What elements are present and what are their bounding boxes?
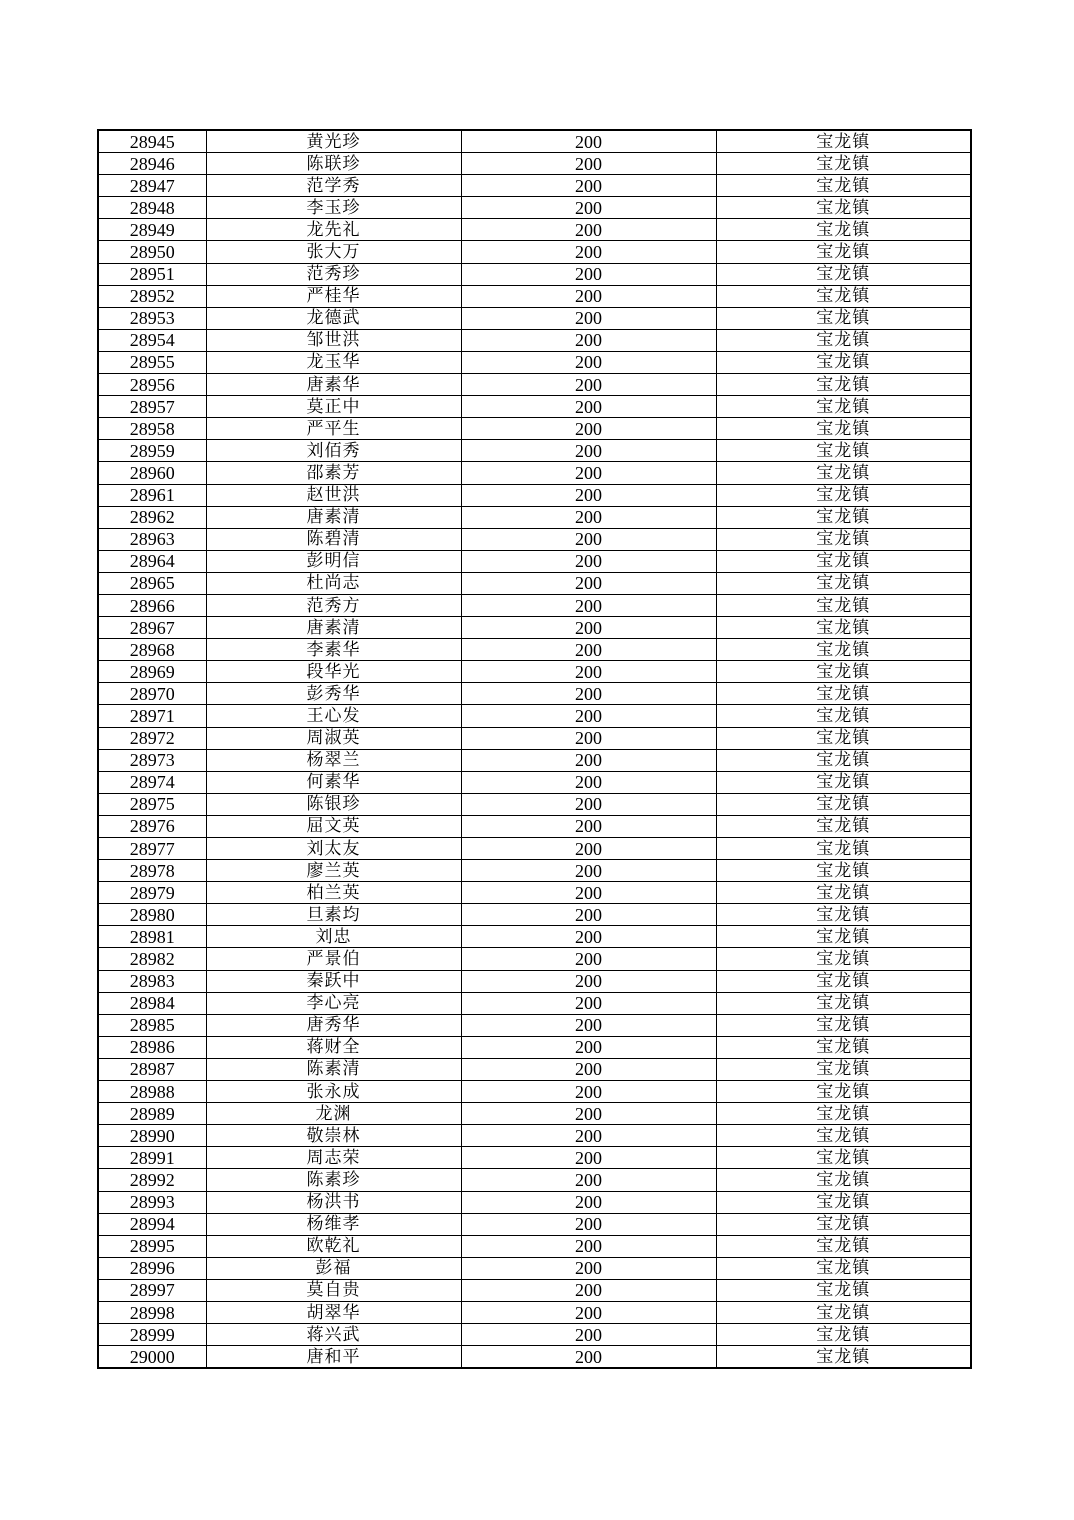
row-number-cell: 28985 [98,1014,206,1036]
town-cell: 宝龙镇 [716,1257,971,1279]
row-number-cell: 28999 [98,1324,206,1346]
row-number-cell: 28952 [98,285,206,307]
name-cell: 范秀方 [206,594,461,616]
name-cell: 李素华 [206,639,461,661]
row-number-cell: 28993 [98,1191,206,1213]
amount-cell: 200 [461,727,716,749]
table-row [98,727,971,749]
amount-cell: 200 [461,1169,716,1191]
name-cell: 王心发 [206,705,461,727]
row-number-cell: 28984 [98,992,206,1014]
name-cell: 何素华 [206,771,461,793]
amount-cell: 200 [461,175,716,197]
row-number-cell: 29000 [98,1346,206,1369]
table-row [98,1324,971,1346]
table-row [98,926,971,948]
table-row [98,241,971,263]
table-row [98,528,971,550]
town-cell: 宝龙镇 [716,1279,971,1301]
name-cell: 李玉珍 [206,197,461,219]
name-cell: 秦跃中 [206,970,461,992]
town-cell: 宝龙镇 [716,926,971,948]
amount-cell: 200 [461,1213,716,1235]
row-number-cell: 28971 [98,705,206,727]
name-cell: 龙先礼 [206,219,461,241]
table-row [98,1169,971,1191]
table-row [98,1147,971,1169]
row-number-cell: 28991 [98,1147,206,1169]
name-cell: 屈文英 [206,815,461,837]
table-row [98,1191,971,1213]
table-row [98,594,971,616]
name-cell: 李心亮 [206,992,461,1014]
amount-cell: 200 [461,860,716,882]
table-row [98,572,971,594]
table-row [98,1081,971,1103]
name-cell: 杜尚志 [206,572,461,594]
amount-cell: 200 [461,793,716,815]
amount-cell: 200 [461,815,716,837]
name-cell: 旦素均 [206,904,461,926]
row-number-cell: 28990 [98,1125,206,1147]
name-cell: 陈联珍 [206,153,461,175]
amount-cell: 200 [461,948,716,970]
name-cell: 严景伯 [206,948,461,970]
name-cell: 蒋财全 [206,1036,461,1058]
row-number-cell: 28982 [98,948,206,970]
name-cell: 陈素清 [206,1058,461,1080]
amount-cell: 200 [461,307,716,329]
roster-table-body [98,130,971,1368]
row-number-cell: 28947 [98,175,206,197]
town-cell: 宝龙镇 [716,1191,971,1213]
name-cell: 唐素华 [206,374,461,396]
table-row [98,329,971,351]
amount-cell: 200 [461,528,716,550]
town-cell: 宝龙镇 [716,484,971,506]
amount-cell: 200 [461,1235,716,1257]
town-cell: 宝龙镇 [716,727,971,749]
amount-cell: 200 [461,992,716,1014]
name-cell: 范学秀 [206,175,461,197]
name-cell: 张永成 [206,1081,461,1103]
table-row [98,307,971,329]
row-number-cell: 28954 [98,329,206,351]
table-row [98,462,971,484]
table-row [98,1125,971,1147]
row-number-cell: 28951 [98,263,206,285]
town-cell: 宝龙镇 [716,1125,971,1147]
name-cell: 赵世洪 [206,484,461,506]
table-row [98,197,971,219]
name-cell: 周志荣 [206,1147,461,1169]
town-cell: 宝龙镇 [716,838,971,860]
table-row [98,396,971,418]
town-cell: 宝龙镇 [716,594,971,616]
table-row [98,771,971,793]
amount-cell: 200 [461,1058,716,1080]
row-number-cell: 28975 [98,793,206,815]
row-number-cell: 28994 [98,1213,206,1235]
row-number-cell: 28978 [98,860,206,882]
table-row [98,1058,971,1080]
table-row [98,661,971,683]
row-number-cell: 28997 [98,1279,206,1301]
town-cell: 宝龙镇 [716,550,971,572]
name-cell: 杨维孝 [206,1213,461,1235]
name-cell: 胡翠华 [206,1301,461,1323]
amount-cell: 200 [461,882,716,904]
table-row [98,351,971,373]
amount-cell: 200 [461,1279,716,1301]
amount-cell: 200 [461,197,716,219]
town-cell: 宝龙镇 [716,528,971,550]
amount-cell: 200 [461,572,716,594]
town-cell: 宝龙镇 [716,992,971,1014]
name-cell: 唐和平 [206,1346,461,1369]
town-cell: 宝龙镇 [716,948,971,970]
name-cell: 彭秀华 [206,683,461,705]
row-number-cell: 28989 [98,1103,206,1125]
town-cell: 宝龙镇 [716,1147,971,1169]
amount-cell: 200 [461,1103,716,1125]
town-cell: 宝龙镇 [716,130,971,153]
name-cell: 段华光 [206,661,461,683]
row-number-cell: 28976 [98,815,206,837]
amount-cell: 200 [461,440,716,462]
amount-cell: 200 [461,506,716,528]
name-cell: 欧乾礼 [206,1235,461,1257]
amount-cell: 200 [461,484,716,506]
amount-cell: 200 [461,351,716,373]
amount-cell: 200 [461,1324,716,1346]
row-number-cell: 28957 [98,396,206,418]
town-cell: 宝龙镇 [716,661,971,683]
name-cell: 彭明信 [206,550,461,572]
town-cell: 宝龙镇 [716,396,971,418]
table-row [98,904,971,926]
amount-cell: 200 [461,705,716,727]
amount-cell: 200 [461,396,716,418]
town-cell: 宝龙镇 [716,219,971,241]
amount-cell: 200 [461,130,716,153]
town-cell: 宝龙镇 [716,617,971,639]
name-cell: 龙德武 [206,307,461,329]
amount-cell: 200 [461,1081,716,1103]
town-cell: 宝龙镇 [716,1081,971,1103]
amount-cell: 200 [461,926,716,948]
row-number-cell: 28969 [98,661,206,683]
town-cell: 宝龙镇 [716,241,971,263]
name-cell: 刘忠 [206,926,461,948]
table-row [98,705,971,727]
town-cell: 宝龙镇 [716,1346,971,1369]
row-number-cell: 28995 [98,1235,206,1257]
row-number-cell: 28964 [98,550,206,572]
row-number-cell: 28963 [98,528,206,550]
town-cell: 宝龙镇 [716,418,971,440]
row-number-cell: 28988 [98,1081,206,1103]
amount-cell: 200 [461,970,716,992]
row-number-cell: 28949 [98,219,206,241]
name-cell: 刘太友 [206,838,461,860]
table-row [98,948,971,970]
amount-cell: 200 [461,374,716,396]
name-cell: 敬崇林 [206,1125,461,1147]
town-cell: 宝龙镇 [716,197,971,219]
name-cell: 莫自贵 [206,1279,461,1301]
row-number-cell: 28973 [98,749,206,771]
town-cell: 宝龙镇 [716,263,971,285]
table-row [98,815,971,837]
table-row [98,882,971,904]
town-cell: 宝龙镇 [716,815,971,837]
amount-cell: 200 [461,1147,716,1169]
amount-cell: 200 [461,1125,716,1147]
name-cell: 唐素清 [206,506,461,528]
town-cell: 宝龙镇 [716,904,971,926]
town-cell: 宝龙镇 [716,506,971,528]
town-cell: 宝龙镇 [716,639,971,661]
name-cell: 张大万 [206,241,461,263]
name-cell: 唐秀华 [206,1014,461,1036]
table-row [98,550,971,572]
row-number-cell: 28950 [98,241,206,263]
table-row [98,992,971,1014]
amount-cell: 200 [461,1346,716,1369]
name-cell: 唐素清 [206,617,461,639]
table-row [98,285,971,307]
amount-cell: 200 [461,904,716,926]
amount-cell: 200 [461,594,716,616]
row-number-cell: 28977 [98,838,206,860]
amount-cell: 200 [461,838,716,860]
row-number-cell: 28983 [98,970,206,992]
row-number-cell: 28998 [98,1301,206,1323]
row-number-cell: 28955 [98,351,206,373]
amount-cell: 200 [461,263,716,285]
town-cell: 宝龙镇 [716,793,971,815]
row-number-cell: 28958 [98,418,206,440]
amount-cell: 200 [461,771,716,793]
town-cell: 宝龙镇 [716,1014,971,1036]
name-cell: 柏兰英 [206,882,461,904]
town-cell: 宝龙镇 [716,749,971,771]
table-row [98,639,971,661]
table-row [98,263,971,285]
row-number-cell: 28966 [98,594,206,616]
row-number-cell: 28981 [98,926,206,948]
town-cell: 宝龙镇 [716,970,971,992]
town-cell: 宝龙镇 [716,351,971,373]
name-cell: 范秀珍 [206,263,461,285]
table-row [98,683,971,705]
town-cell: 宝龙镇 [716,175,971,197]
amount-cell: 200 [461,1036,716,1058]
row-number-cell: 28965 [98,572,206,594]
table-row [98,219,971,241]
table-row [98,418,971,440]
town-cell: 宝龙镇 [716,882,971,904]
row-number-cell: 28992 [98,1169,206,1191]
row-number-cell: 28948 [98,197,206,219]
table-row [98,1301,971,1323]
row-number-cell: 28956 [98,374,206,396]
town-cell: 宝龙镇 [716,153,971,175]
table-row [98,175,971,197]
name-cell: 龙渊 [206,1103,461,1125]
name-cell: 杨翠兰 [206,749,461,771]
town-cell: 宝龙镇 [716,683,971,705]
roster-table [97,129,972,1369]
name-cell: 刘佰秀 [206,440,461,462]
town-cell: 宝龙镇 [716,1058,971,1080]
table-row [98,374,971,396]
name-cell: 杨洪书 [206,1191,461,1213]
amount-cell: 200 [461,241,716,263]
name-cell: 莫正中 [206,396,461,418]
town-cell: 宝龙镇 [716,705,971,727]
town-cell: 宝龙镇 [716,1324,971,1346]
amount-cell: 200 [461,550,716,572]
town-cell: 宝龙镇 [716,374,971,396]
table-row [98,970,971,992]
table-row [98,1213,971,1235]
town-cell: 宝龙镇 [716,1169,971,1191]
name-cell: 邹世洪 [206,329,461,351]
table-row [98,793,971,815]
town-cell: 宝龙镇 [716,307,971,329]
name-cell: 廖兰英 [206,860,461,882]
row-number-cell: 28970 [98,683,206,705]
row-number-cell: 28987 [98,1058,206,1080]
amount-cell: 200 [461,219,716,241]
name-cell: 彭福 [206,1257,461,1279]
town-cell: 宝龙镇 [716,1235,971,1257]
table-row [98,440,971,462]
table-row [98,506,971,528]
town-cell: 宝龙镇 [716,1036,971,1058]
town-cell: 宝龙镇 [716,771,971,793]
row-number-cell: 28946 [98,153,206,175]
table-row [98,860,971,882]
name-cell: 严平生 [206,418,461,440]
row-number-cell: 28959 [98,440,206,462]
name-cell: 黄光珍 [206,130,461,153]
table-row [98,749,971,771]
table-row [98,1279,971,1301]
amount-cell: 200 [461,1257,716,1279]
row-number-cell: 28961 [98,484,206,506]
town-cell: 宝龙镇 [716,440,971,462]
row-number-cell: 28979 [98,882,206,904]
town-cell: 宝龙镇 [716,1301,971,1323]
table-row [98,484,971,506]
name-cell: 蒋兴武 [206,1324,461,1346]
row-number-cell: 28962 [98,506,206,528]
table-row [98,1014,971,1036]
table-row [98,153,971,175]
row-number-cell: 28945 [98,130,206,153]
town-cell: 宝龙镇 [716,462,971,484]
name-cell: 陈银珍 [206,793,461,815]
amount-cell: 200 [461,749,716,771]
town-cell: 宝龙镇 [716,285,971,307]
town-cell: 宝龙镇 [716,860,971,882]
row-number-cell: 28986 [98,1036,206,1058]
table-row [98,1257,971,1279]
table-row [98,617,971,639]
row-number-cell: 28980 [98,904,206,926]
town-cell: 宝龙镇 [716,1103,971,1125]
town-cell: 宝龙镇 [716,1213,971,1235]
name-cell: 陈素珍 [206,1169,461,1191]
amount-cell: 200 [461,329,716,351]
name-cell: 邵素芳 [206,462,461,484]
amount-cell: 200 [461,661,716,683]
amount-cell: 200 [461,462,716,484]
row-number-cell: 28974 [98,771,206,793]
name-cell: 周淑英 [206,727,461,749]
amount-cell: 200 [461,1191,716,1213]
amount-cell: 200 [461,285,716,307]
table-row [98,1235,971,1257]
table-row [98,1036,971,1058]
amount-cell: 200 [461,1301,716,1323]
amount-cell: 200 [461,153,716,175]
row-number-cell: 28967 [98,617,206,639]
amount-cell: 200 [461,683,716,705]
amount-cell: 200 [461,617,716,639]
name-cell: 陈碧清 [206,528,461,550]
table-row [98,838,971,860]
row-number-cell: 28953 [98,307,206,329]
row-number-cell: 28996 [98,1257,206,1279]
town-cell: 宝龙镇 [716,572,971,594]
table-row [98,130,971,153]
table-row [98,1103,971,1125]
amount-cell: 200 [461,418,716,440]
amount-cell: 200 [461,639,716,661]
row-number-cell: 28972 [98,727,206,749]
row-number-cell: 28968 [98,639,206,661]
row-number-cell: 28960 [98,462,206,484]
table-row [98,1346,971,1369]
amount-cell: 200 [461,1014,716,1036]
name-cell: 龙玉华 [206,351,461,373]
town-cell: 宝龙镇 [716,329,971,351]
name-cell: 严桂华 [206,285,461,307]
